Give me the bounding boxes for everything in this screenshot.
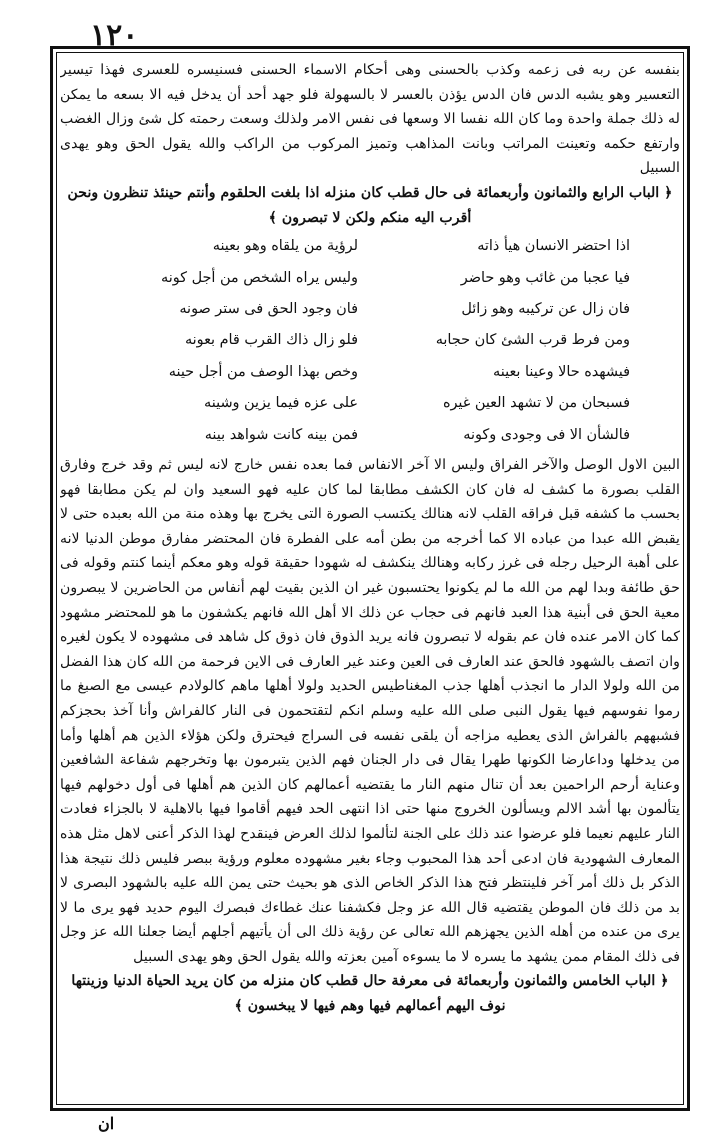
verse-7-first-half: فالشأن الا فى وجودى وكونه bbox=[463, 426, 630, 443]
verse-1-second-half: لرؤية من يلقاه وهو بعينه bbox=[212, 238, 358, 255]
verse-6-first-half: فسبحان من لا تشهد العين غيره bbox=[442, 395, 630, 412]
paragraph-main: البين الاول الوصل والآخر الفراق وليس الا آخر الانفاس فما بعده نفس خارج لانه ليس ثم وقد خرج وفارق القلب بصورة ما كشف له فان كان الكشف مطابقا لما كان عليه فهو السعيد وان لم يكن مطابقا فهو بحسب ما كشفه قبل فراقه القلب لانه هنالك يكتسب الصورة التى يخرج بها وهذه منة من الله بعبده حتى لا يقبض الله عبدا من عباده الا كما أخرجه من بطن أمه على الفطرة فان المحتضر مفارق موطن الدنيا لانه على أهبة الرحيل رجله فى غرز ركابه وهنالك ينكشف له شهودا حقيقة قوله وهو معكم أينما كنتم وقوله فى حق طائفة وبدا لهم من الله ما لم يكونوا يحتسبون غير ان الذين بقيت لهم أنفاس من الحاضرين لا يبصرون معية الحق فى أبنية هذا العبد فانهم فى حجاب عن ذلك الا أهل الله فانهم يكشفون ما هو للمحتضر مشهود كما كان الامر عنده فان عم بقوله لا تبصرون فانه يريد الذوق فان ذوق كل شاهد فى مشهوده لا يكون لغيره وان اتصف بالشهود فالحق عند العارف فى العين وعند غير العارف فى الاين فرحمة من الله كان هذا الفضل من الله ولولا الدار ما انجذب أهلها جذب المغناطيس الحديد ولولا أهلها ماهم كالولادم عيسى مع الصبغ ما رموا نفوسهم فيها يقول النبى صلى الله عليه وسلم انكم لتقتحمون فى النار كالفراش وأنا آخذ بحجزكم فشبههم بالفراش الذى يعطيه مزاجه أن يلقى نفسه فى السراج فيحترق ولكن هؤلاء الذين هم أهلها وأما من يدخلها وداعارضا الكونها طهرا يقال فى دار الجنان فهم الذين يتبرمون بها وتخرجهم شفاعة الشافعين وعناية أرحم الراحمين بعد أن تنال منهم النار ما يقتضيه أعمالهم كان الذين هم أهلها فى أول دخولهم فيها يتألمون بها أشد الالم ويسألون الخروج منها حتى اذا انتهى الحد فيهم أقاموا فيها بالاهلية لا بالجزاء فعادت النار عليهم نعيما فلو عرضوا عند ذلك على الجنة لتألموا لذلك العرض فينقدح لهذا الذكر أعنى لاهل مثل هذه المعارف الشهودية فان ادعى أحد هذا المحبوب وجاء بغير مشهوده معلوم ورؤية ببصر فليس ذلك نتيجة هذا الذكر بل ذلك أمر آخر فلينتظر فتح هذا الذكر الخاص الذى هو بحيث حتى يمن الله عليه بالشهود البصرى لا بد من ذلك فان الموطن يقتضيه قال الله عز وجل فكشفنا عنك غطاءك فبصرك اليوم حديد فهو يرى ما لا يرى من عنده من أهله الذين يجهزهم الله تعالى عن رؤية ذلك الى أن يأتيهم أجلهم أيضا جعلنا الله عز وجل فى ذلك المقام ممن يشهد ما يسره لا ما يسوءه آمين بعزته والله يقول الحق وهو يهدى السبيل bbox=[60, 457, 680, 965]
page-body bbox=[60, 58, 680, 1098]
paragraph-opening: بنفسه عن ربه فى زعمه وكذب بالحسنى وهى أحكام الاسماء الحسنى فسنيسره للعسرى فهذا تيسير التعسير وهو يشبه الدس فان الدس يؤذن بالعسر لا بالسهولة فلو جهد أحد أن يدخل فيه الا بسعه ما يمكن له ذلك جملة واحدة وما كان الله نفسا الا وسعها فى نفس الامر ولذلك وسعت رحمته كل شئ وزال الغضب وارتفع حكمه وتعينت المراتب وبانت المذاهب وتميز المركوب من الراكب والله يقول الحق وهو يهدى السبيل bbox=[60, 62, 680, 177]
verse-6-second-half: على عزه فيما يزين وشينه bbox=[204, 395, 358, 412]
verse-2-second-half: وليس يراه الشخص من أجل كونه bbox=[161, 269, 358, 286]
page-number: ١٢٠ bbox=[90, 18, 139, 53]
verse-4-first-half: ومن فرط قرب الشئ كان حجابه bbox=[435, 332, 630, 349]
verse-3-second-half: فان وجود الحق فى ستر صونه bbox=[179, 300, 358, 317]
verse-5-first-half: فيشهده حالا وعينا بعينه bbox=[493, 363, 630, 380]
poem-verses bbox=[98, 231, 630, 451]
verse-5-second-half: وخص بهذا الوصف من أجل حينه bbox=[168, 363, 358, 380]
verse-1-first-half: اذا احتضر الانسان هيأ ذاته bbox=[477, 238, 630, 255]
verse-7-second-half: فمن بينه كانت شواهد بينه bbox=[204, 426, 358, 443]
chapter-heading-484: ﴿ الباب الرابع والثمانون وأربعمائة فى حال قطب كان منزله اذا بلغت الحلقوم وأنتم حينئذ تنظرون ونحن أقرب اليه منكم ولكن لا تبصرون ﴾ bbox=[67, 184, 673, 226]
verse-2-first-half: فيا عجبا من غائب وهو حاضر bbox=[460, 269, 630, 286]
catchword: ان bbox=[98, 1114, 115, 1133]
verse-4-second-half: فلو زال ذاك القرب قام بعونه bbox=[184, 332, 358, 349]
chapter-heading-485: ﴿ الباب الخامس والثمانون وأربعمائة فى معرفة حال قطب كان منزله من كان يريد الحياة الدنيا وزينتها نوف اليهم أعمالهم فيها وهم فيها لا يبخسون ﴾ bbox=[71, 973, 669, 1015]
verse-3-first-half: فان زال عن تركيبه وهو زائل bbox=[461, 300, 630, 317]
